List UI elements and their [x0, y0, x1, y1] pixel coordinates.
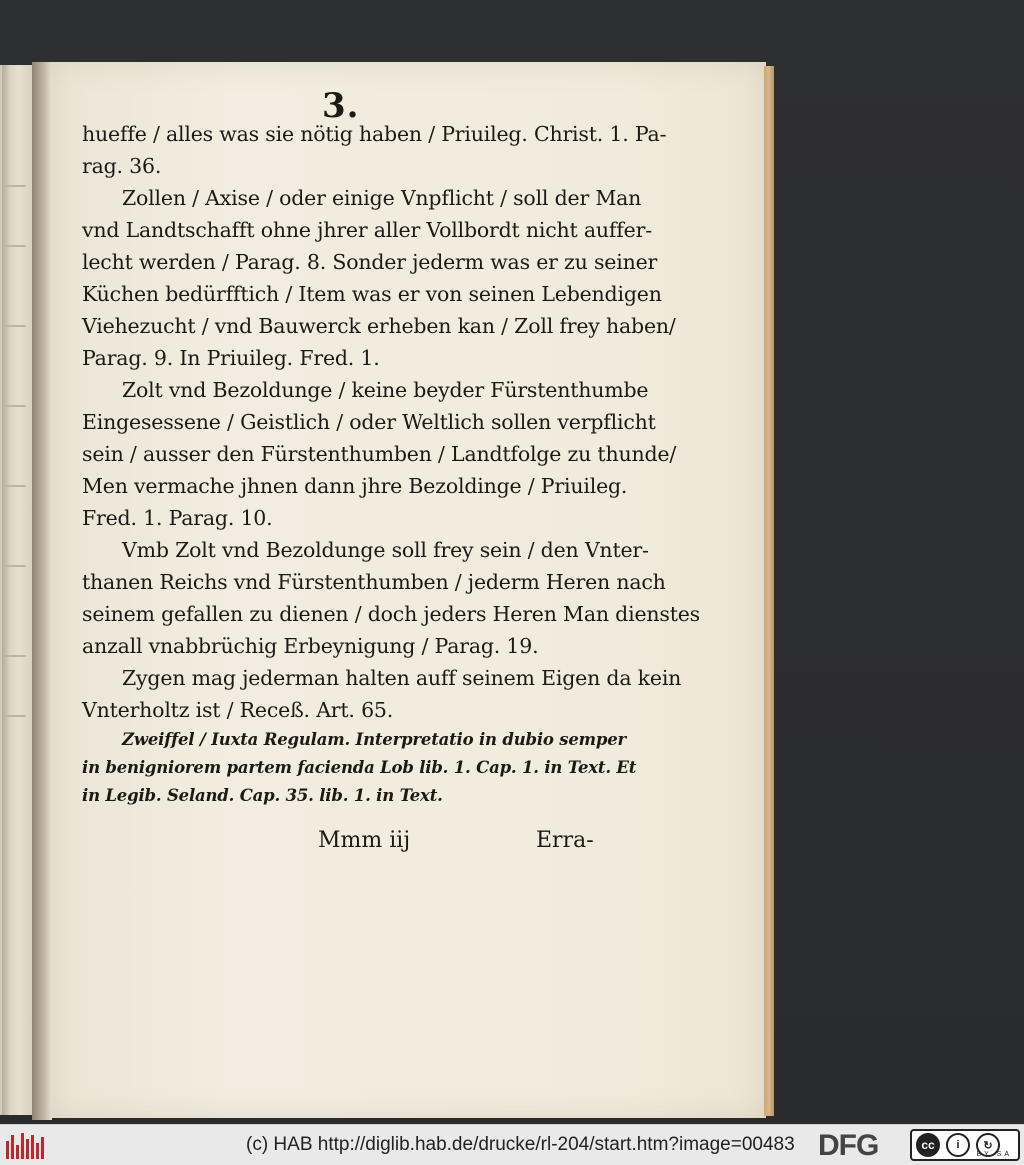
cc-icon: cc: [916, 1133, 940, 1157]
text-line: sein / ausser den Fürstenthumben / Landtfolge zu thunde/: [82, 442, 677, 466]
text-line: Zweiffel / Iuxta Regulam. Interpretatio in dubio semper: [122, 730, 627, 749]
text-line: Vmb Zolt vnd Bezoldunge soll frey sein / den Vnter-: [122, 538, 649, 562]
text-line: Fred. 1. Parag. 10.: [82, 506, 273, 530]
copyright-link[interactable]: (c) HAB http://diglib.hab.de/drucke/rl-204/start.htm?image=00483: [246, 1134, 795, 1155]
text-line: in benigniorem partem facienda Lob lib. 1. Cap. 1. in Text. Et: [82, 758, 637, 777]
attribution-icon: i: [946, 1133, 970, 1157]
hab-logo-icon[interactable]: [6, 1131, 46, 1159]
text-line: Zolt vnd Bezoldunge / keine beyder Fürstenthumbe: [122, 378, 649, 402]
text-line: seinem gefallen zu dienen / doch jeders Heren Man dienstes: [82, 602, 700, 626]
dfg-logo[interactable]: DFG: [818, 1129, 879, 1162]
license-tags: BY SA: [976, 1151, 1012, 1158]
catchword: Erra-: [536, 828, 594, 853]
signature-mark: Mmm iij: [318, 828, 411, 853]
text-line: Zollen / Axise / oder einige Vnpflicht / soll der Man: [122, 186, 642, 210]
text-line: rag. 36.: [82, 154, 162, 178]
text-line: in Legib. Seland. Cap. 35. lib. 1. in Text.: [82, 786, 443, 805]
text-line: lecht werden / Parag. 8. Sonder jederm was er zu seiner: [82, 250, 658, 274]
page-number: 3.: [322, 86, 360, 126]
previous-page-edge: [0, 65, 33, 1115]
text-line: Parag. 9. In Priuileg. Fred. 1.: [82, 346, 380, 370]
text-line: Zygen mag jederman halten auff seinem Eigen da kein: [122, 666, 682, 690]
book-gutter: [32, 62, 52, 1120]
text-line: Men vermache jhnen dann jhre Bezoldinge / Priuileg.: [82, 474, 628, 498]
footer-bar: [0, 1124, 1024, 1165]
text-line: Viehezucht / vnd Bauwerck erheben kan / Zoll frey haben/: [82, 314, 676, 338]
text-line: hueffe / alles was sie nötig haben / Priuileg. Christ. 1. Pa-: [82, 122, 667, 146]
text-line: anzall vnabbrüchig Erbeynigung / Parag. 19.: [82, 634, 539, 658]
text-line: thanen Reichs vnd Fürstenthumben / jederm Heren nach: [82, 570, 666, 594]
text-line: vnd Landtschafft ohne jhrer aller Vollbordt nicht auffer-: [82, 218, 652, 242]
text-line: Eingesessene / Geistlich / oder Weltlich sollen verpflicht: [82, 410, 656, 434]
text-line: Vnterholtz ist / Receß. Art. 65.: [82, 698, 394, 722]
text-line: Küchen bedürfftich / Item was er von seinen Lebendigen: [82, 282, 662, 306]
cc-license-badge[interactable]: [910, 1129, 1020, 1161]
share-alike-icon: ↻: [976, 1133, 1000, 1157]
page-edge: [764, 66, 774, 1116]
